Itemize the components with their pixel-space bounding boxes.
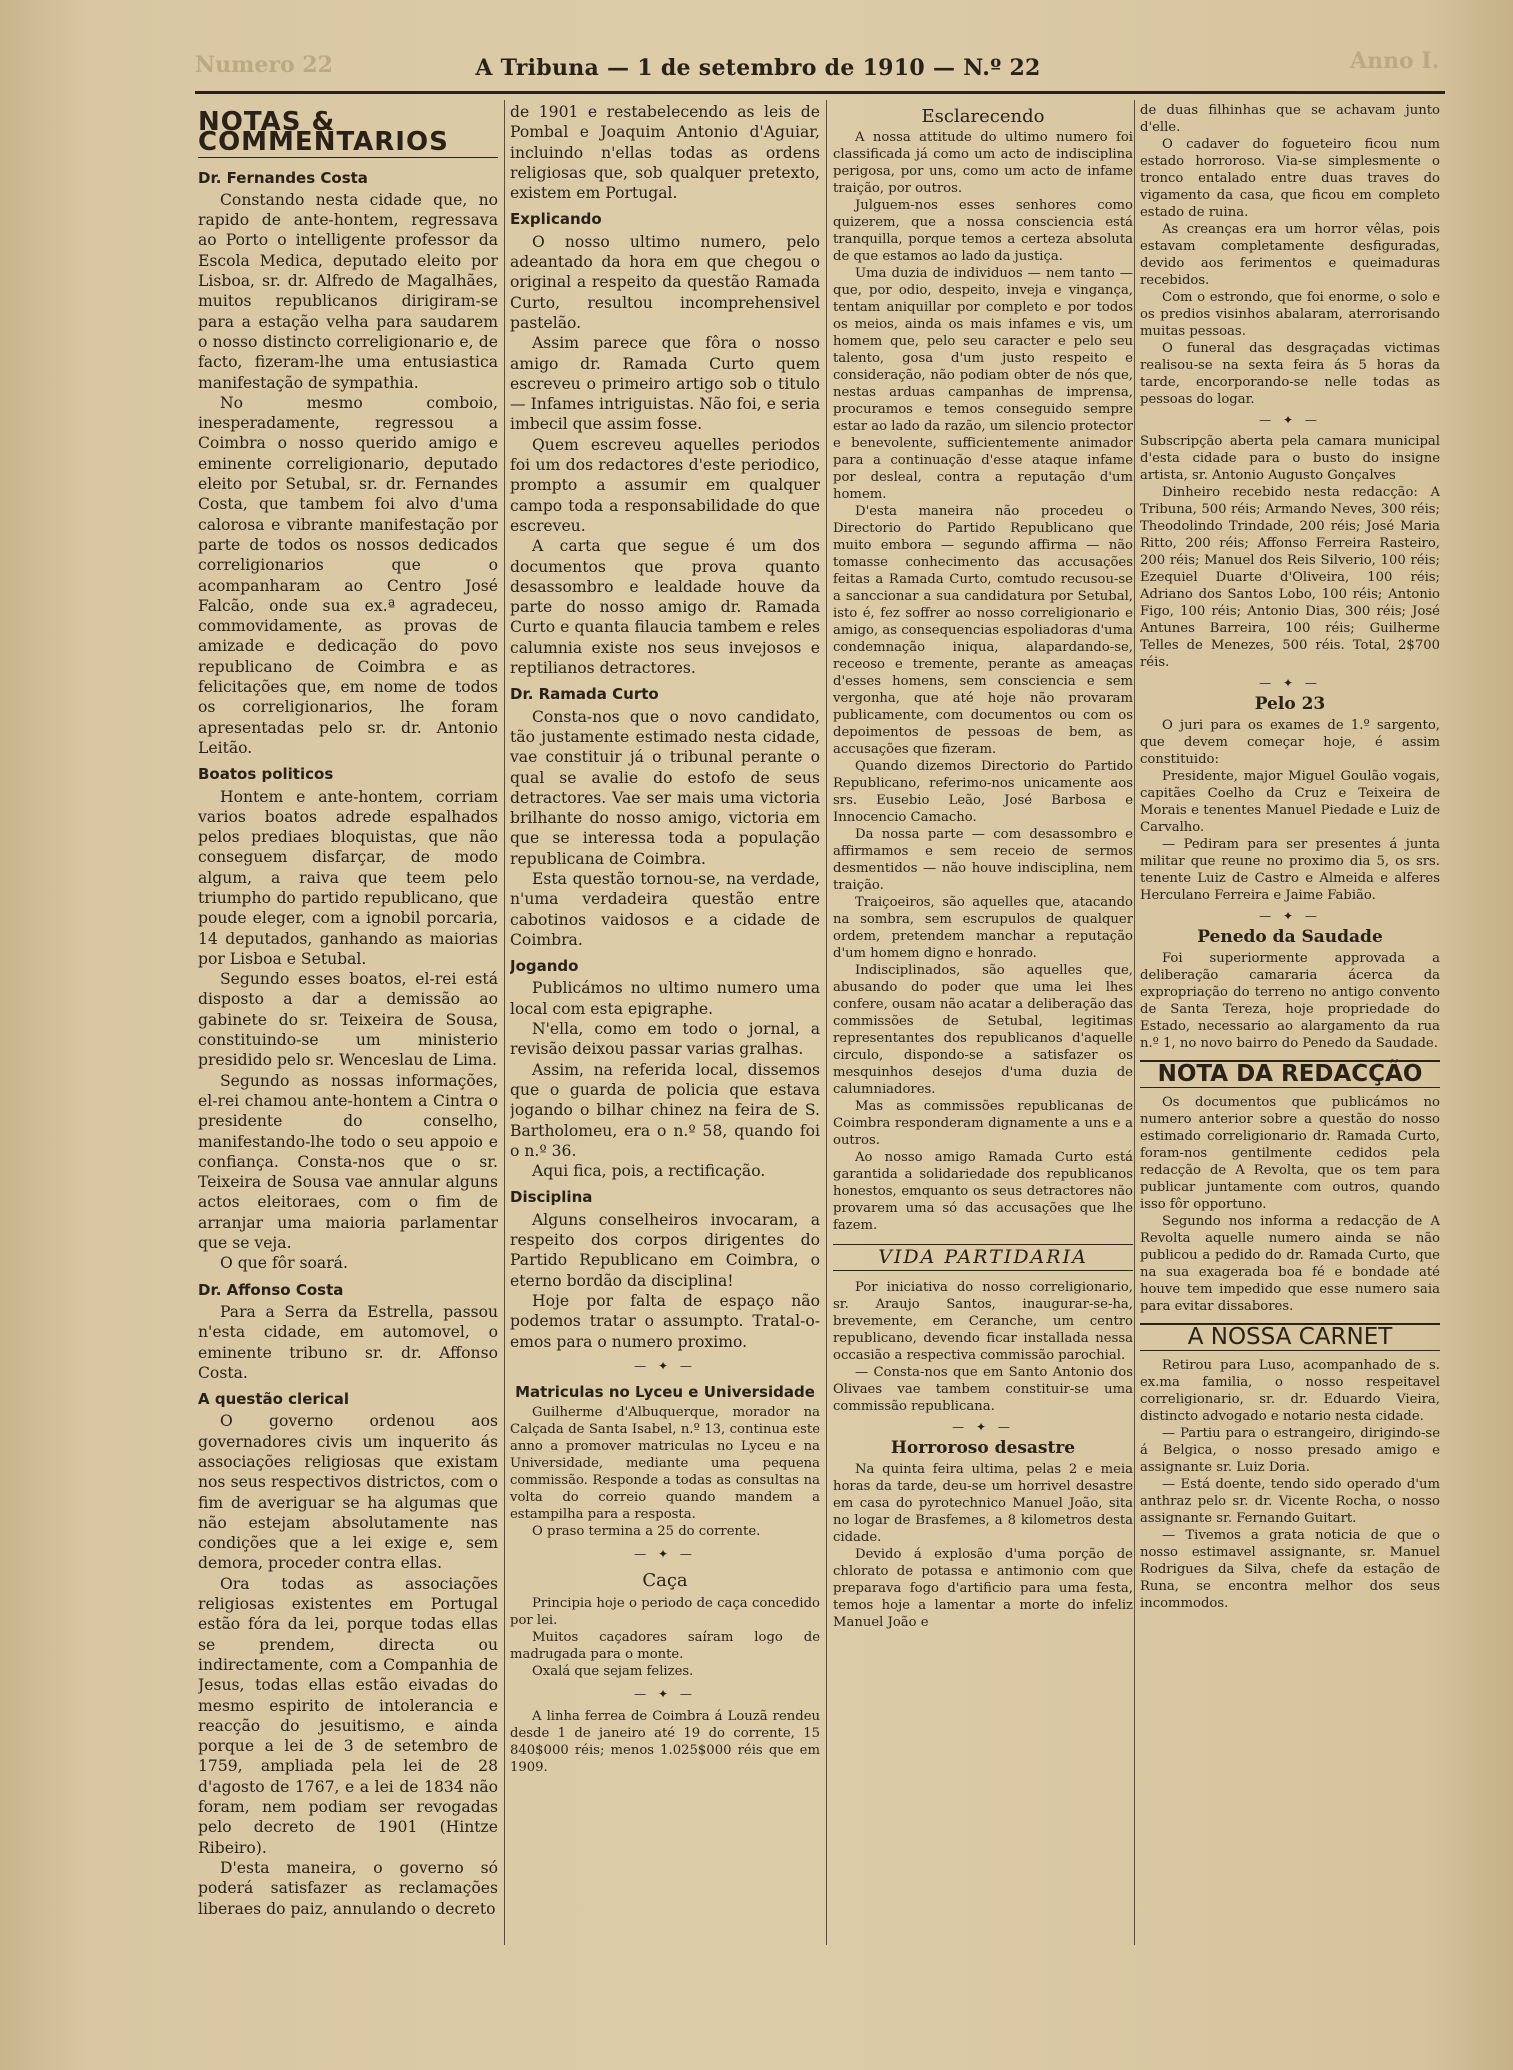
separator: — ✦ — xyxy=(634,1687,696,1701)
article-heading: Dr. Affonso Costa xyxy=(198,1280,344,1299)
article-heading: Dr. Ramada Curto xyxy=(510,685,659,704)
column-divider xyxy=(504,100,505,1945)
header-rule xyxy=(195,91,1445,94)
paragraph: Muitos caçadores saíram logo de madrugada para o monte. xyxy=(510,1630,820,1662)
paragraph: — Partiu para o estrangeiro, dirigindo-se á Belgica, o nosso presado amigo e assignante sr. Luiz Doria. xyxy=(1140,1426,1440,1475)
paragraph: Constando nesta cidade que, no rapido de ante-hontem, regressava ao Porto o intelligente professor da Escola Medica, deputado eleito por Lisboa, sr. dr. Alfredo de Magalhães, muitos republicanos dirigiram-se para a estação velha para saudarem o nosso distincto correligionario e, de facto, fizeram-lhe uma entusiastica manifestação de sympathia. xyxy=(198,190,498,392)
paragraph: O juri para os exames de 1.º sargento, que devem começar hoje, é assim constituido: xyxy=(1140,718,1440,767)
bleed-through-left: Numero 22 xyxy=(195,52,333,78)
paragraph: Esta questão tornou-se, na verdade, n'uma verdadeira questão entre cabotinos vaidosos e a cidade de Coimbra. xyxy=(510,869,820,949)
paragraph: — Está doente, tendo sido operado d'um anthraz pelo sr. dr. Vicente Rocha, o nosso assignante sr. Fernando Guitart. xyxy=(1140,1477,1440,1526)
paragraph: Aqui fica, pois, a rectificação. xyxy=(532,1162,766,1181)
paragraph: — Pediram para ser presentes á junta militar que reune no proximo dia 5, os srs. tenente Luiz de Castro e Almeida e alferes Herculano Ferreira e Jaime Fabião. xyxy=(1140,837,1440,903)
paragraph: Indisciplinados, são aquelles que, abusando do poder que uma lei lhes confere, ousam não acatar a deliberação das commissões de Setubal, legitimas representantes dos republicanos d'aquelle circulo, dispondo-se a satisfazer os mesquinhos desejos d'uma duzia de calumniadores. xyxy=(833,963,1133,1097)
article-heading: Dr. Fernandes Costa xyxy=(198,168,368,187)
paragraph: Assim parece que fôra o nosso amigo dr. Ramada Curto quem escreveu o primeiro artigo sob o titulo — Infames intriguistas. Não foi, e seria imbecil que assim fosse. xyxy=(510,334,820,434)
paragraph: Segundo as nossas informações, el-rei chamou ante-hontem a Cintra o presidente do conselho, manifestando-lhe todo o seu appoio e confiança. Consta-nos que o sr. Teixeira de Sousa vae annular alguns actos eleitoraes, com o fim de arranjar uma maioria parlamentar que se veja. xyxy=(198,1071,498,1253)
article-heading: Boatos politicos xyxy=(198,765,334,784)
paragraph: Quem escreveu aquelles periodos foi um dos redactores d'este periodico, prompto a assumir em qualquer campo toda a responsabilidade do que escreveu. xyxy=(510,435,820,535)
paragraph: O cadaver do fogueteiro ficou num estado horroroso. Via-se simplesmente o tronco entalado entre duas traves do vigamento da casa, que ficou em completo estado de ruina. xyxy=(1140,137,1440,220)
column-divider xyxy=(1134,100,1135,1945)
section-title: VIDA PARTIDARIA xyxy=(833,1244,1133,1271)
column-divider xyxy=(826,100,827,1945)
article-heading: Penedo da Saudade xyxy=(1197,927,1383,947)
article-heading: Caça xyxy=(642,1569,688,1591)
paragraph: Foi superiormente approvada a deliberação camararia ácerca da expropriação do terreno no antigo convento de Santa Tereza, hoje propriedade do Estado, necessario ao alargamento da rua n.º 1, no novo bairro do Penedo da Saudade. xyxy=(1140,951,1440,1051)
separator: — ✦ — xyxy=(1259,413,1321,427)
section-title: NOTA DA REDACÇÃO xyxy=(1140,1060,1440,1088)
paragraph: O praso termina a 25 do corrente. xyxy=(532,1524,761,1540)
column-1 xyxy=(198,102,498,2052)
paragraph: Oxalá que sejam felizes. xyxy=(532,1664,694,1679)
column-3 xyxy=(833,102,1133,2052)
paragraph: Subscripção aberta pela camara municipal d'esta cidade para o busto do insigne artista, sr. Antonio Augusto Gonçalves xyxy=(1140,434,1440,483)
article-heading: Esclarecendo xyxy=(921,106,1045,127)
paragraph: O governo ordenou aos governadores civis um inquerito ás associações religiosas que existam nos seus respectivos districtos, com o fim de averiguar se ha algumas que não estejam absolutamente nas condições que a lei exige e, sem demora, proceder contra ellas. xyxy=(198,1412,498,1573)
paragraph: Mas as commissões republicanas de Coimbra responderam dignamente a uns e a outros. xyxy=(833,1099,1133,1148)
paragraph: Guilherme d'Albuquerque, morador na Calçada de Santa Isabel, n.º 13, continua este anno a promover matriculas no Lyceu e na Universidade, mediante uma pequena commissão. Responde a todas as consultas na volta do correio quando mandem a estampilha para a resposta. xyxy=(510,1405,820,1523)
paragraph: Os documentos que publicámos no numero anterior sobre a questão do nosso estimado correligionario dr. Ramada Curto, foram-nos gentilmente cedidos pela redacção de A Revolta, que os tem para publicar juntamente com outros, quando isso fôr opportuno. xyxy=(1140,1095,1440,1212)
article-heading: Explicando xyxy=(510,210,602,229)
column-2 xyxy=(510,102,820,2052)
paragraph: Hoje por falta de espaço não podemos tratar o assumpto. Tratal-o-emos para o numero proximo. xyxy=(510,1291,820,1351)
paragraph: de duas filhinhas que se achavam junto d'elle. xyxy=(1140,103,1440,135)
paragraph: N'ella, como em todo o jornal, a revisão deixou passar varias gralhas. xyxy=(510,1020,820,1059)
paragraph: Uma duzia de individuos — nem tanto — que, por odio, despeito, inveja e vingança, tentam aniquillar por completo e por todos os meios, ainda os mais infames e vis, um homem que, pelo seu caracter e pelo seu talento, gosa d'um justo respeito e consideração, não podiam obter de nós que, nestas arduas campanhas de imprensa, procuramos e temos conseguido sempre estar ao lado da razão, um silencio protector e benevolente, sufficientemente animador para a continuação d'esse ataque infame por desleal, contra a reputação d'um homem. xyxy=(833,266,1133,502)
paragraph: Devido á explosão d'uma porção de chlorato de potassa e antimonio com que preparava fogo d'artificio para uma festa, temos hoje a lamentar a morte do infeliz Manuel João e xyxy=(833,1547,1133,1630)
paragraph: Segundo esses boatos, el-rei está disposto a dar a demissão ao gabinete do sr. Teixeira de Sousa, constituindo-se um ministerio presidido pelo sr. Wenceslau de Lima. xyxy=(198,970,498,1070)
paragraph: O funeral das desgraçadas victimas realisou-se na sexta feira ás 5 horas da tarde, encorporando-se nelle todas as pessoas do logar. xyxy=(1140,341,1440,407)
separator: — ✦ — xyxy=(1259,676,1321,690)
bleed-through-right: Anno I. xyxy=(1350,48,1440,74)
column-4 xyxy=(1140,102,1440,2052)
paragraph: — Tivemos a grata noticia de que o nosso estimavel assignante, sr. Manuel Rodrigues da Silva, chefe da estação de Runa, se encontra melhor dos seus incommodos. xyxy=(1140,1528,1440,1611)
article-heading: Disciplina xyxy=(510,1188,593,1207)
paragraph: Por iniciativa do nosso correligionario, sr. Araujo Santos, inaugurar-se-ha, brevemente, em Ceranche, um centro republicano, devendo ficar installada nessa occasião a respectiva commissão parochial. xyxy=(833,1280,1133,1363)
paragraph: Retirou para Luso, acompanhado de s. ex.ma familia, o nosso respeitavel correligionario, sr. dr. Eduardo Vieira, distincto advogado e notario nesta cidade. xyxy=(1140,1358,1440,1424)
paragraph: Na quinta feira ultima, pelas 2 e meia horas da tarde, deu-se um horrivel desastre em casa do pyrotechnico Manuel João, sita no logar de Brasfemes, a 8 kilometros desta cidade. xyxy=(833,1462,1133,1545)
article-heading: A questão clerical xyxy=(198,1390,350,1409)
paragraph: Ora todas as associações religiosas existentes em Portugal estão fóra da lei, porque todas ellas se prendem, directa ou indirectamente, com a Companhia de Jesus, todas ellas estão eivadas do mesmo espirito de intolerancia e reacção do jesuitismo, e ainda porque a lei de 3 de setembro de 1759, ampliada pela lei de 28 d'agosto de 1767, e a lei de 1834 não foram, nem podiam ser revogadas pelo decreto de 1901 (Hintze Ribeiro). xyxy=(198,1574,498,1857)
paragraph: As creanças era um horror vêlas, pois estavam completamente desfiguradas, devido aos ferimentos e queimaduras recebidos. xyxy=(1140,222,1440,288)
paragraph: Assim, na referida local, dissemos que o guarda de policia que estava jogando o bilhar chinez na feira de S. Bartholomeu, era o n.º 58, quando foi o n.º 36. xyxy=(510,1060,820,1160)
article-heading: Jogando xyxy=(510,957,579,976)
paragraph: Traiçoeiros, são aquelles que, atacando na sombra, sem escrupulos de qualquer ordem, pretendem manchar a reputação d'um homem digno e honrado. xyxy=(833,895,1133,961)
paragraph: Dinheiro recebido nesta redacção: A Tribuna, 500 réis; Armando Neves, 300 réis; Theodolindo Trindade, 200 réis; José Maria Ritto, 200 réis; Affonso Ferreira Rasteiro, 200 réis; Manuel dos Reis Silverio, 100 réis; Ezequiel Duarte d'Oliveira, 100 réis; Adriano dos Santos Lobo, 100 réis; Antonio Figo, 100 réis; Antonio Dias, 300 réis; José Antunes Barreira, 100 réis; Guilherme Telles de Menezes, 500 réis. Total, 2$700 réis. xyxy=(1140,485,1440,670)
paragraph: Principia hoje o periodo de caça concedido por lei. xyxy=(510,1596,820,1628)
paragraph: No mesmo comboio, inesperadamente, regressou a Coimbra o nosso querido amigo e eminente correligionario, deputado eleito por Setubal, sr. dr. Fernandes Costa, que tambem foi alvo d'uma calorosa e vibrante manifestação por parte de todos os nossos dedicados correligionarios que o acompanharam ao Centro José Falcão, onde sua ex.ª agradeceu, commovidamente, as provas de amizade e dedicação do povo republicano de Coimbra e as felicitações que, em nome de todos os correligionarios, lhe foram apresentadas pelo sr. dr. Antonio Leitão. xyxy=(198,393,498,757)
paragraph: de 1901 e restabelecendo as leis de Pombal e Joaquim Antonio d'Aguiar, incluindo n'ellas todas as ordens religiosas que, sob qualquer pretexto, existem em Portugal. xyxy=(510,103,820,203)
paragraph: Ao nosso amigo Ramada Curto está garantida a solidariedade dos republicanos honestos, emquanto os seus detractores não provarem uma só das accusações que lhe fazem. xyxy=(833,1150,1133,1233)
separator: — ✦ — xyxy=(1259,909,1321,923)
separator: — ✦ — xyxy=(634,1547,696,1562)
paragraph: Alguns conselheiros invocaram, a respeito dos corpos dirigentes do Partido Republicano em Coimbra, o eterno bordão da disciplina! xyxy=(510,1210,820,1290)
paragraph: A carta que segue é um dos documentos que prova quanto desassombro e lealdade houve da parte do nosso amigo dr. Ramada Curto e quanta filaucia tambem e reles calumnia existe nos seus invejosos e reptilianos detractores. xyxy=(510,537,820,678)
paragraph: Publicámos no ultimo numero uma local com esta epigraphe. xyxy=(510,979,820,1018)
paragraph: — Consta-nos que em Santo Antonio dos Olivaes vae tambem constituir-se uma commissão republicana. xyxy=(833,1365,1133,1414)
paragraph: A linha ferrea de Coimbra á Louzã rendeu desde 1 de janeiro até 19 do corrente, 15 840$000 réis; menos 1.025$000 réis que em 1909. xyxy=(510,1709,820,1776)
paragraph: Com o estrondo, que foi enorme, o solo e os predios visinhos abalaram, aterrorisando muitas pessoas. xyxy=(1140,290,1440,339)
separator: — ✦ — xyxy=(952,1420,1014,1434)
paragraph: O que fôr soará. xyxy=(220,1254,348,1273)
article-heading: Pelo 23 xyxy=(1254,694,1326,714)
paragraph: A nossa attitude do ultimo numero foi classificada já como um acto de indisciplina perigosa, por uns, como um acto de infame traição, por outros. xyxy=(833,130,1133,196)
paragraph: Da nossa parte — com desassombro e affirmamos e sem receio de sermos desmentidos — não houve indisciplina, nem traição. xyxy=(833,827,1133,893)
paragraph: O nosso ultimo numero, pelo adeantado da hora em que chegou o original a respeito da questão Ramada Curto, resultou incomprehensivel pastelão. xyxy=(510,232,820,332)
paragraph: Quando dizemos Directorio do Partido Republicano, referimo-nos unicamente aos srs. Eusebio Leão, José Barbosa e Innocencio Camacho. xyxy=(833,759,1133,825)
paragraph: D'esta maneira, o governo só poderá satisfazer as reclamações liberaes do paiz, annulando o decreto xyxy=(198,1858,498,1918)
article-heading: Horroroso desastre xyxy=(890,1438,1076,1458)
paragraph: Presidente, major Miguel Goulão vogais, capitães Coelho da Cruz e Teixeira de Morais e tenentes Manuel Piedade e Luiz de Carvalho. xyxy=(1140,769,1440,835)
page-header: A Tribuna — 1 de setembro de 1910 — N.º 22 xyxy=(475,55,1041,81)
paragraph: Consta-nos que o novo candidato, tão justamente estimado nesta cidade, vae constituir já o tribunal perante o qual se avalie do estofo de seus detractores. Vae ser mais uma victoria brilhante do nosso amigo, victoria em que se interessa toda a população republicana de Coimbra. xyxy=(510,707,820,868)
paragraph: Hontem e ante-hontem, corriam varios boatos adrede espalhados pelos prediaes bloquistas, que não conseguem disfarçar, de modo algum, a raiva que teem pelo triumpho do partido republicano, que poude eleger, com a ignobil porcaria, 14 deputados, ganhando as maiorias por Lisboa e Setubal. xyxy=(198,787,498,968)
paragraph: Julguem-nos esses senhores como quizerem, que a nossa consciencia está tranquilla, porque temos a certeza absoluta de que estamos ao lado da justiça. xyxy=(833,198,1133,264)
separator: — ✦ — xyxy=(634,1358,696,1373)
paragraph: Para a Serra da Estrella, passou n'esta cidade, em automovel, o eminente tribuno sr. dr. Affonso Costa. xyxy=(198,1302,498,1382)
paragraph: Segundo nos informa a redacção de A Revolta aquelle numero ainda se não publicou a pedido do dr. Ramada Curto, que na sua exagerada boa fé e bondade até houve tem impedido que esse numero saia para evitar dissabores. xyxy=(1140,1214,1440,1314)
article-heading: Matriculas no Lyceu e Universidade xyxy=(515,1383,815,1402)
paragraph: D'esta maneira não procedeu o Directorio do Partido Republicano que muito embora — segundo affirma — não tomasse conhecimento das accusações feitas a Ramada Curto, comtudo recusou-se a sanccionar a sua candidatura por Setubal, isto é, fez soffrer ao nosso correligionario e amigo, as consequencias espoliadoras d'uma condemnação iniqua, alapardando-se, receoso e tremente, perante as ameaças d'esses homens, sem consciencia e sem vergonha, que até hoje não provaram publicamente, com documentos ou com os depoimentos de pessoas de bem, as accusações que fizeram. xyxy=(833,504,1133,757)
section-title: NOTAS & COMMENTARIOS xyxy=(198,112,498,158)
section-title: A NOSSA CARNET xyxy=(1140,1323,1440,1351)
